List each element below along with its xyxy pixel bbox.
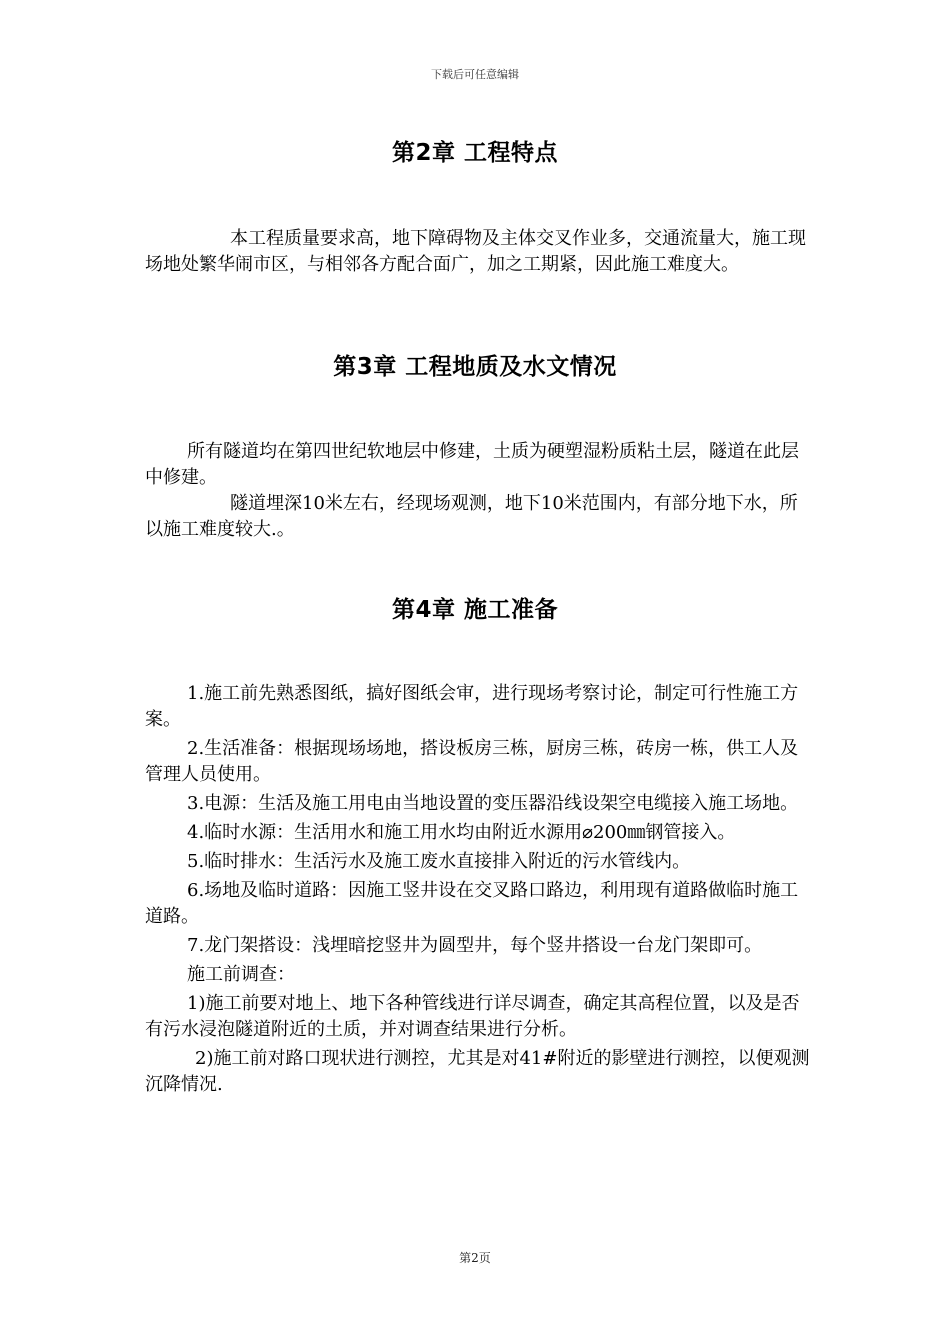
survey-title: 施工前调查： bbox=[187, 964, 295, 985]
chapter-3-body bbox=[145, 439, 813, 543]
paragraph: 所有隧道均在第四世纪软地层中修建，土质为硬塑湿粉质粘土层，隧道在此层中修建。 bbox=[145, 441, 799, 488]
list-item: 6.场地及临时道路：因施工竖井设在交叉路口路边，利用现有道路做临时施工道路。 bbox=[145, 880, 799, 927]
chapter-3-title: 第3章 工程地质及水文情况 bbox=[333, 354, 617, 380]
list-item: 3.电源：生活及施工用电由当地设置的变压器沿线设架空电缆接入施工场地。 bbox=[187, 793, 799, 814]
chapter-2-body bbox=[145, 226, 813, 278]
list-item: 7.龙门架搭设：浅埋暗挖竖井为圆型井，每个竖井搭设一台龙门架即可。 bbox=[187, 935, 763, 956]
list-item: 1.施工前先熟悉图纸，搞好图纸会审，进行现场考察讨论，制定可行性施工方案。 bbox=[145, 683, 799, 730]
list-item: 4.临时水源：生活用水和施工用水均由附近水源用⌀200㎜钢管接入。 bbox=[187, 822, 736, 843]
chapter-4-title: 第4章 施工准备 bbox=[391, 597, 558, 623]
survey-item: 1)施工前要对地上、地下各种管线进行详尽调查，确定其高程位置，以及是否有污水浸泡隧道附近的土质，并对调查结果进行分析。 bbox=[145, 993, 800, 1040]
list-item: 5.临时排水：生活污水及施工废水直接排入附近的污水管线内。 bbox=[187, 851, 691, 872]
chapter-2-title: 第2章 工程特点 bbox=[391, 140, 558, 166]
page-number: 第2页 bbox=[459, 1251, 491, 1265]
paragraph: 隧道埋深10米左右，经现场观测，地下10米范围内，有部分地下水，所以施工难度较大.。 bbox=[145, 493, 798, 540]
survey-item: 2)施工前对路口现状进行测控，尤其是对41#附近的影壁进行测控，以便观测沉降情况. bbox=[145, 1048, 810, 1095]
paragraph: 本工程质量要求高，地下障碍物及主体交叉作业多，交通流量大，施工现场地处繁华闹市区，与相邻各方配合面广，加之工期紧，因此施工难度大。 bbox=[145, 228, 806, 275]
header-note: 下载后可任意编辑 bbox=[431, 68, 519, 81]
chapter-4-body bbox=[145, 681, 813, 1098]
list-item: 2.生活准备：根据现场场地，搭设板房三栋，厨房三栋，砖房一栋，供工人及管理人员使用。 bbox=[145, 738, 799, 785]
